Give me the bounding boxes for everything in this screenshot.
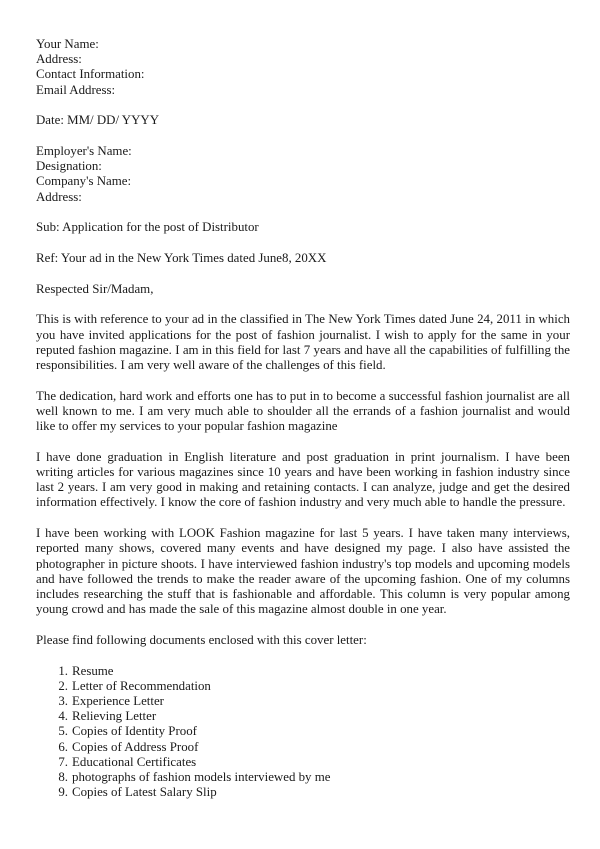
sender-address: Address:: [36, 52, 82, 67]
list-item-label: photographs of fashion models interviewed by me: [72, 769, 331, 784]
list-item: [36, 694, 570, 709]
list-item-number: 3.: [58, 693, 68, 708]
list-item-label: Copies of Identity Proof: [72, 724, 197, 739]
list-item-number: 1.: [58, 663, 68, 678]
list-item: [36, 724, 570, 739]
paragraph-3: I have done graduation in English literature and post graduation in print journalism. I have been writing articles for various magazines since 10 years and have been working in fashion industry since last 2 years. I am very good in making and retaining contacts. I can analyze, judge and get the desired information effectively. I know the core of fashion industry and very much able to handle the pressure.: [36, 449, 570, 510]
enclosures-list: [36, 664, 570, 801]
list-item: [36, 770, 570, 785]
list-item-label: Experience Letter: [72, 693, 164, 708]
list-item-label: Relieving Letter: [72, 709, 157, 724]
list-item: [36, 740, 570, 755]
employer-address: Address:: [36, 189, 82, 204]
reference-line: Ref: Your ad in the New York Times dated June8, 20XX: [36, 251, 327, 266]
letter-date: Date: MM/ DD/ YYYY: [36, 113, 160, 128]
list-item-number: 4.: [58, 709, 68, 724]
paragraph-2: The dedication, hard work and efforts one has to put in to become a successful fashion journalist are all well known to me. I am very much able to shoulder all the errands of a fashion journalist and would like to offer my services to your popular fashion magazine: [36, 388, 570, 434]
list-item: [36, 709, 570, 724]
list-item-number: 9.: [58, 785, 68, 800]
list-item: [36, 679, 570, 694]
list-item-number: 5.: [58, 724, 68, 739]
sender-email: Email Address:: [36, 82, 116, 97]
letter-body: [36, 37, 570, 800]
sender-name: Your Name:: [36, 37, 99, 51]
paragraph-1: This is with reference to your ad in the classified in The New York Times dated June 24, 2011 in which you have invited applications for the post of fashion journalist. I wish to apply for the same in your reputed fashion magazine. I am in this field for last 7 years and have all the capabilities of fulfilling the responsibilities. I am very well aware of the challenges of this field.: [36, 312, 570, 373]
subject-line: Sub: Application for the post of Distributor: [36, 220, 259, 235]
list-item-number: 6.: [58, 739, 68, 754]
employer-block: [36, 144, 570, 205]
sender-contact: Contact Information:: [36, 67, 145, 82]
list-item: [36, 755, 570, 770]
list-item-label: Educational Certificates: [72, 754, 197, 769]
employer-designation: Designation:: [36, 159, 102, 174]
list-item: [36, 785, 570, 800]
list-item-number: 8.: [58, 769, 68, 784]
enclosures-intro: Please find following documents enclosed with this cover letter:: [36, 632, 367, 647]
paragraph-4: I have been working with LOOK Fashion magazine for last 5 years. I have taken many interviews, reported many shows, covered many events and have designed my page. I also have assisted the photographer in picture shoots. I have interviewed fashion industry's top models and upcoming models and have followed the trends to make the reader aware of the upcoming fashion. One of my columns includes researching the stuff that is fashionable and affordable. This column is very popular among young crowd and has made the sale of this magazine almost double in one year.: [36, 526, 570, 617]
list-item-number: 7.: [58, 754, 68, 769]
list-item-label: Resume: [72, 663, 114, 678]
employer-company: Company's Name:: [36, 174, 132, 189]
list-item-label: Letter of Recommendation: [72, 678, 211, 693]
salutation: Respected Sir/Madam,: [36, 281, 154, 296]
list-item-label: Copies of Latest Salary Slip: [72, 785, 217, 800]
sender-block: [36, 37, 570, 98]
employer-name: Employer's Name:: [36, 144, 132, 159]
date-block: [36, 113, 570, 128]
list-item-label: Copies of Address Proof: [72, 739, 199, 754]
list-item: [36, 664, 570, 679]
list-item-number: 2.: [58, 678, 68, 693]
